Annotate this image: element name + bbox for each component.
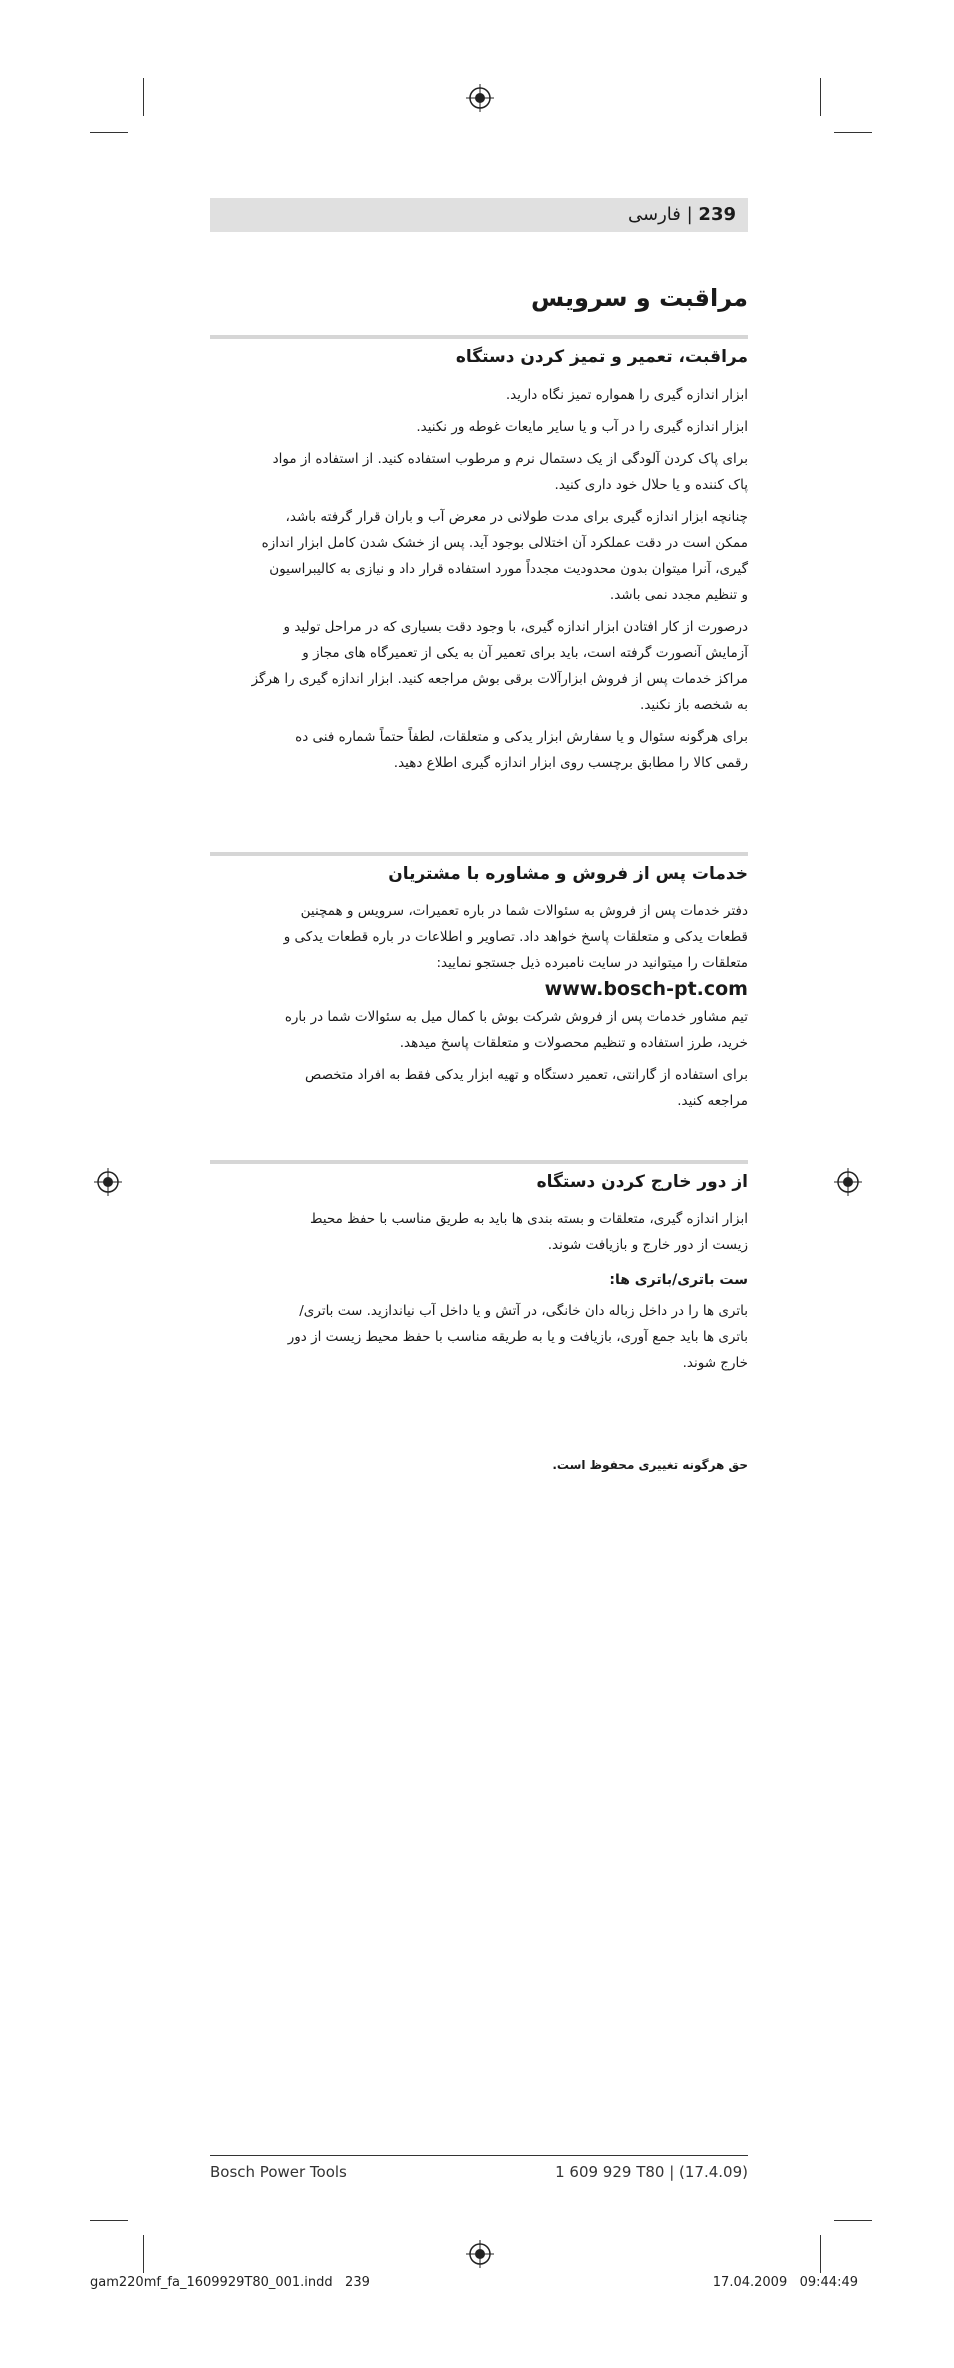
text-line: خرید، طرز استفاده و تنظیم محصولات و متعلقات پاسخ میدهد. <box>399 1035 748 1051</box>
text-line: متعلقات را میتوانید در سایت نامبرده ذیل جستجو نمایید: <box>436 955 748 971</box>
text-line: باتری ها را در داخل زباله دان خانگی، در آتش و یا داخل آب نیاندازید. ست باتری/ <box>299 1303 748 1319</box>
paragraph <box>210 1298 748 1376</box>
text-line: باتری ها باید جمع آوری، بازیافت و یا به طریقه مناسب با حفظ محیط زیست از دور <box>287 1329 748 1345</box>
text-line: چنانچه ابزار اندازه گیری برای مدت طولانی در معرض آب و باران قرار گرفته باشد، <box>285 509 748 525</box>
section-divider <box>210 852 748 856</box>
text-line: ابزار اندازه گیری را همواره تمیز نگاه دارید. <box>505 387 748 403</box>
text-line: تیم مشاور خدمات پس از فروش شرکت بوش با کمال میل به سئوالات شما در باره <box>284 1009 748 1025</box>
text-line: خارج شوند. <box>682 1355 748 1371</box>
paragraph <box>210 724 748 776</box>
crop-mark <box>90 132 128 133</box>
text-line: درصورت از کار افتادن ابزار اندازه گیری، با وجود دقت بسیاری که در مراحل تولید و <box>283 619 748 635</box>
text-line: برای هرگونه سئوال و یا سفارش ابزار یدکی و متعلقات، لطفاً حتماً شماره فنی ده <box>295 729 748 745</box>
text-line: دفتر خدمات پس از فروش به سئوالات شما در باره تعمیرات، سرویس و همچنین <box>300 903 748 919</box>
section-title: مراقبت و سرویس <box>531 284 748 312</box>
paragraph <box>210 614 748 718</box>
crop-mark <box>820 78 821 116</box>
text-line: آزمایش آنصورت گرفته است، باید برای تعمیر آن به یکی از تعمیرگاه های مجاز و <box>302 645 748 661</box>
paragraph <box>210 382 748 408</box>
section-divider <box>210 1160 748 1164</box>
text-line: ممکن است در دقت عملکرد آن اختلالی بوجود آید. پس از خشک شدن کامل ابزار اندازه <box>261 535 748 551</box>
page-header <box>210 198 748 232</box>
care-heading: مراقبت، تعمیر و تمیز کردن دستگاه <box>455 347 748 367</box>
section-divider <box>210 335 748 339</box>
crop-mark <box>834 132 872 133</box>
crop-mark <box>834 2220 872 2221</box>
header-text <box>628 204 736 225</box>
slug-file: gam220mf_fa_1609929T80_001.indd 239 <box>90 2275 370 2290</box>
footer-rule <box>210 2155 748 2156</box>
text-line: رقمی کالا را مطابق برچسب روی ابزار اندازه گیری اطلاع دهید. <box>393 755 748 771</box>
service-heading: خدمات پس از فروش و مشاوره با مشتریان <box>388 864 748 884</box>
service-body <box>210 898 748 1114</box>
disposal-body <box>210 1206 748 1376</box>
crop-mark <box>820 2235 821 2273</box>
footer-brand: Bosch Power Tools <box>210 2163 347 2181</box>
text-line: پاک کننده و یا حلال خود داری کنید. <box>554 477 748 493</box>
header-language: فارسی <box>628 204 681 225</box>
registration-mark-icon <box>466 84 494 112</box>
registration-mark-icon <box>466 2240 494 2268</box>
text-line: به شخصه باز نکنید. <box>640 697 748 713</box>
care-body <box>210 382 748 776</box>
text-line: ابزار اندازه گیری، متعلقات و بسته بندی ها باید به طریق مناسب با حفظ محیط <box>310 1211 748 1227</box>
header-separator: | <box>686 204 693 225</box>
paragraph <box>210 414 748 440</box>
text-line: زیست از دور خارج و بازیافت شوند. <box>547 1237 748 1253</box>
text-line: مراکز خدمات پس از فروش ابزارآلات برقی بوش مراجعه کنید. ابزار اندازه گیری را هرگز <box>251 671 748 687</box>
paragraph <box>210 1206 748 1258</box>
service-url[interactable]: www.bosch-pt.com <box>544 978 748 1000</box>
paragraph <box>210 504 748 608</box>
crop-mark <box>143 78 144 116</box>
text-line: و تنظیم مجدد نمی باشد. <box>609 587 748 603</box>
text-line: گیری، آنرا میتوان بدون محدودیت مجدداً مورد استفاده قرار داد و نیازی به کالیبراسیون <box>269 561 748 577</box>
text-line: برای استفاده از گارانتی، تعمیر دستگاه و تهیه ابزار یدکی فقط به افراد متخصص <box>305 1067 748 1083</box>
disposal-heading: از دور خارج کردن دستگاه <box>536 1172 748 1192</box>
text-line: ابزار اندازه گیری را در آب و یا سایر مایعات غوطه ور نکنید. <box>416 419 748 435</box>
footer-doc-code: 1 609 929 T80 | (17.4.09) <box>555 2163 748 2181</box>
text-line: قطعات یدکی و متعلقات پاسخ خواهد داد. تصاویر و اطلاعات در باره قطعات یدکی و <box>283 929 748 945</box>
page-number: 239 <box>698 204 736 225</box>
registration-mark-icon <box>94 1168 122 1196</box>
rights-note: حق هرگونه تغییری محفوظ است. <box>552 1458 748 1472</box>
crop-mark <box>143 2235 144 2273</box>
text-line: برای پاک کردن آلودگی از یک دستمال نرم و مرطوب استفاده کنید. از استفاده از مواد <box>272 451 748 467</box>
slug-datetime: 17.04.2009 09:44:49 <box>712 2275 858 2290</box>
paragraph <box>210 898 748 976</box>
paragraph <box>210 446 748 498</box>
text-line: مراجعه کنید. <box>677 1093 748 1109</box>
paragraph <box>210 1004 748 1056</box>
crop-mark <box>90 2220 128 2221</box>
paragraph <box>210 1062 748 1114</box>
registration-mark-icon <box>834 1168 862 1196</box>
battery-heading: ست باتری/باتری ها: <box>609 1272 748 1288</box>
